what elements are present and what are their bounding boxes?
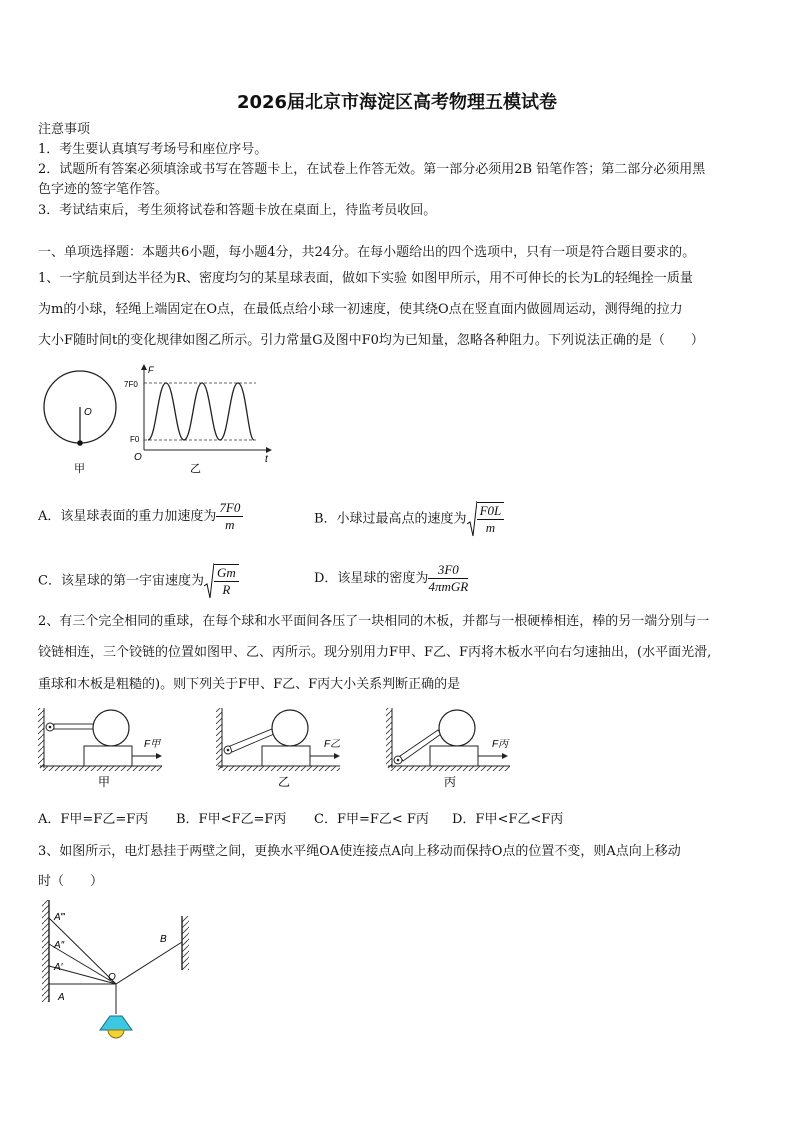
q2-figure <box>36 700 556 792</box>
q1-figure <box>36 362 286 480</box>
q3-line-2: 时（ ） <box>38 874 104 889</box>
fig-yi-label: 乙 <box>190 463 201 475</box>
q2-option-c[interactable]: C．F甲=F乙< F丙 <box>314 812 429 827</box>
notice-item-1: 1．考生要认真填写考场号和座位序号。 <box>38 142 268 157</box>
force-label-jia: F甲 <box>144 739 161 750</box>
q1-option-a-num: 7F0 <box>216 500 243 517</box>
rope-oa3 <box>49 918 116 984</box>
q1-option-d-text: D．该星球的密度为 <box>314 571 429 586</box>
radical-sign-icon <box>204 562 214 600</box>
q2-option-d[interactable]: D．F甲<F乙<F丙 <box>452 812 564 827</box>
7f0-label: 7F0 <box>124 380 138 389</box>
q1-option-d[interactable] <box>314 562 468 595</box>
notice-item-2-cont: 色字迹的签字笔作答。 <box>38 182 169 197</box>
lamp-icon <box>100 1016 132 1038</box>
rope-ob <box>116 942 182 984</box>
origin-label: O <box>134 452 142 463</box>
pivot-label: O <box>84 407 92 418</box>
q1-option-c-num: Gm <box>214 565 239 582</box>
q2-option-b[interactable]: B．F甲<F乙=F丙 <box>176 812 287 827</box>
radical-sign-icon <box>467 500 477 538</box>
force-label-yi: F乙 <box>324 739 341 750</box>
fig-label-jia: 甲 <box>98 775 111 789</box>
label-o: O <box>108 972 116 983</box>
force-curve <box>148 383 254 440</box>
q1-option-b-text: B．小球过最高点的速度为 <box>314 511 467 527</box>
label-a: A <box>58 992 65 1003</box>
force-label-bing: F丙 <box>492 739 509 750</box>
ball <box>77 440 83 446</box>
q1-option-c-sqrt <box>204 562 239 600</box>
section-heading: 一、单项选择题：本题共6小题，每小题4分，共24分。在每小题给出的四个选项中，只有一项是符合题目要求的。 <box>38 245 696 260</box>
q1-option-a-den: m <box>225 517 235 532</box>
label-b: B <box>160 934 167 945</box>
q1-option-a[interactable] <box>38 500 243 533</box>
q1-line-3: 大小F随时间t的变化规律如图乙所示。引力常量G及图中F0均为已知量，忽略各种阻力。下列说法正确的是（ ） <box>38 333 704 348</box>
q1-option-b-num: F0L <box>477 503 505 520</box>
q3-line-1: 3、如图所示，电灯悬挂于两壁之间，更换水平绳OA使连接点A向上移动而保持O点的位置不变，则A点向上移动 <box>38 844 681 859</box>
notice-item-3: 3．考试结束后，考生须将试卷和答题卡放在桌面上，待监考员收回。 <box>38 203 437 218</box>
q1-option-b[interactable] <box>314 500 504 538</box>
q1-line-2: 为m的小球，轻绳上端固定在O点，在最低点给小球一初速度，使其绕O点在竖直面内做圆周运动，测得绳的拉力 <box>38 302 683 317</box>
f-axis-arrow <box>141 364 147 370</box>
t-axis-label: t <box>265 454 268 465</box>
q2-option-a[interactable]: A．F甲=F乙=F丙 <box>38 812 149 827</box>
q1-option-b-sqrt <box>467 500 505 538</box>
notice-item-2: 2．试题所有答案必须填涂或书写在答题卡上，在试卷上作答无效。第一部分必须用2B 铅笔作答；第二部分必须用黑 <box>38 162 706 177</box>
t-axis-arrow <box>266 447 272 453</box>
q1-line-1: 1、一字航员到达半径为R、密度均匀的某星球表面，做如下实验 如图甲所示，用不可伸长的长为L的轻绳拴一质量 <box>38 271 693 286</box>
q1-option-c-text: C．该星球的第一宇宙速度为 <box>38 573 204 589</box>
figure-jia <box>38 708 162 789</box>
figure-bing <box>386 708 510 789</box>
fig-label-yi: 乙 <box>278 775 291 789</box>
page-title: 2026届北京市海淀区高考物理五模试卷 <box>236 92 558 113</box>
fig-jia-label: 甲 <box>74 463 85 475</box>
f0-label: F0 <box>130 435 140 444</box>
q1-option-d-formula <box>428 562 468 595</box>
figure-yi <box>216 708 340 789</box>
label-a2: A″ <box>54 940 65 951</box>
q1-option-c-den: R <box>222 582 231 597</box>
q1-option-a-formula <box>216 500 243 533</box>
q1-option-b-den: m <box>485 520 496 535</box>
notice-heading: 注意事项 <box>38 122 91 137</box>
q1-option-a-text: A．该星球表面的重力加速度为 <box>38 509 217 524</box>
fig-label-bing: 丙 <box>444 775 457 789</box>
q3-figure <box>38 898 208 1044</box>
q2-line-1: 2、有三个完全相同的重球，在每个球和水平面间各压了一块相同的木板，并都与一根硬棒相连，棒的另一端分别与一 <box>38 614 710 629</box>
q2-line-2: 铰链相连，三个铰链的位置如图甲、乙、丙所示。现分别用力F甲、F乙、F丙将木板水平向右匀速抽出，(水平面光滑, <box>38 645 712 660</box>
q1-option-c[interactable] <box>38 562 239 600</box>
q1-option-d-den: 4πmGR <box>428 579 469 594</box>
f-axis-label: F <box>148 365 154 375</box>
q2-line-3: 重球和木板是粗糙的)。则下列关于F甲、F乙、F丙大小关系判断正确的是 <box>38 677 461 692</box>
q1-option-d-num: 3F0 <box>428 562 468 579</box>
label-a3: A‴ <box>54 912 65 923</box>
label-a1: A′ <box>54 962 63 973</box>
